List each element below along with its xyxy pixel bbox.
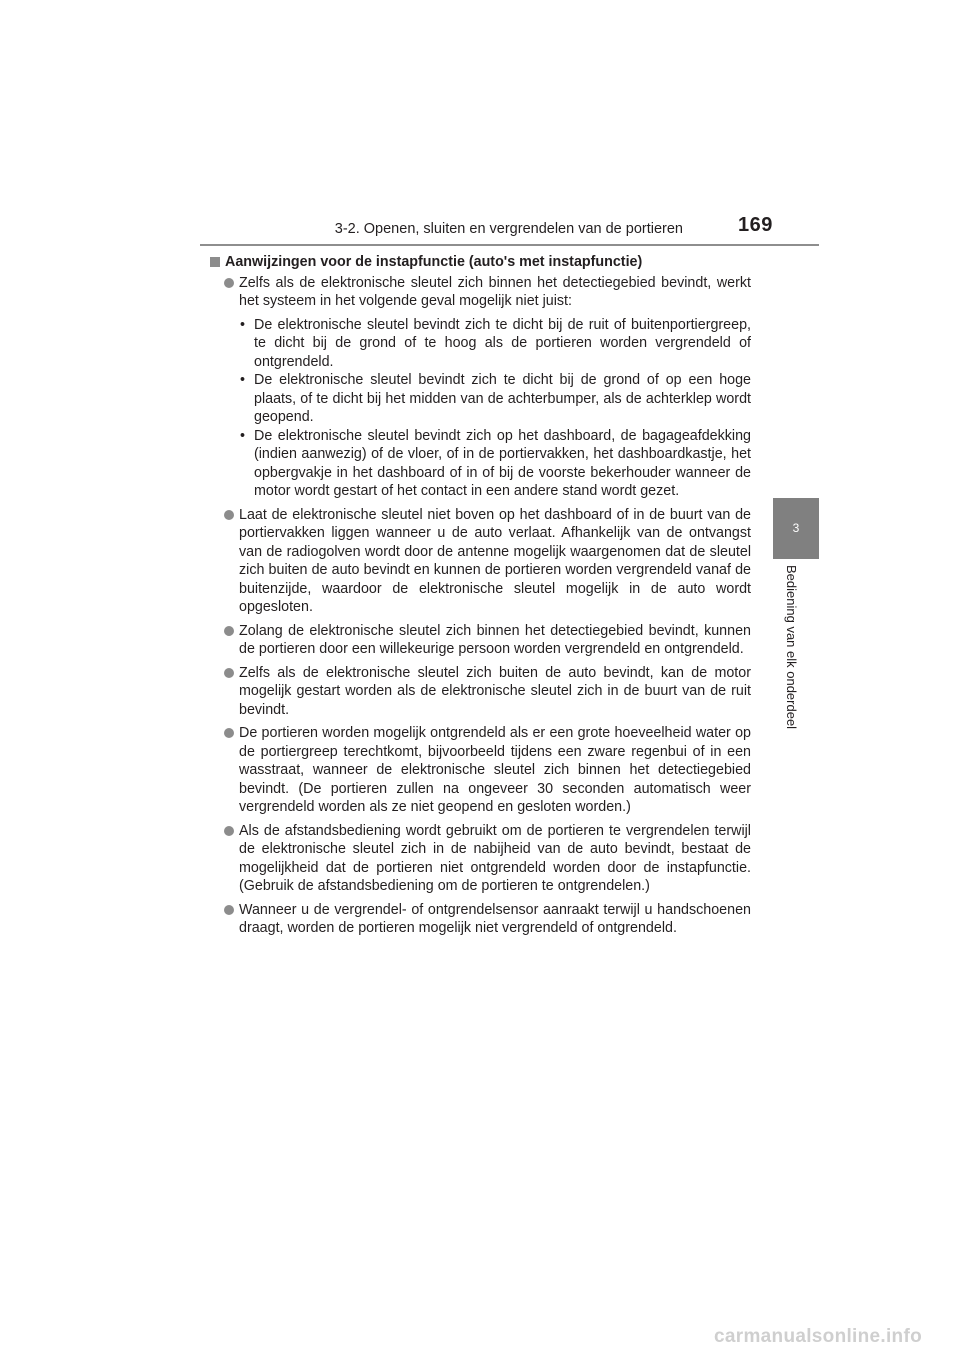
- circle-bullet-icon: [224, 728, 234, 738]
- list-item-text: Zelfs als de elektronische sleutel zich buiten de auto bevindt, kan de motor mogelijk gestart worden als de elektronische sleutel zich in de buurt van de ruit bevindt.: [239, 664, 751, 718]
- sub-list-item-text: De elektronische sleutel bevindt zich te dicht bij de ruit of buitenportiergreep, te dicht bij de grond of te hoog als de portieren worden vergrendeld of ontgrendeld.: [254, 316, 751, 370]
- list-item-text: Zelfs als de elektronische sleutel zich binnen het detectiegebied bevindt, werkt het systeem in het volgende geval mogelijk niet juist:: [239, 274, 751, 309]
- page-content: [210, 253, 751, 943]
- list-item: [210, 274, 751, 501]
- square-marker-icon: [210, 257, 220, 267]
- sub-list-item: [239, 371, 751, 427]
- list-item-text: Wanneer u de vergrendel- of ontgrendelsensor aanraakt terwijl u handschoenen draagt, worden de portieren mogelijk niet vergrendeld of ontgrendeld.: [239, 901, 751, 936]
- list-item-text: De portieren worden mogelijk ontgrendeld als er een grote hoeveelheid water op de portiergreep terechtkomt, bijvoorbeeld tijdens een zware regenbui of in een wasstraat, wanneer de elektronische sleutel zich binnen het detectiegebied bevindt. (De portieren zullen na ongeveer 30 seconden automatisch weer vergrendeld worden als ze niet geopend en gesloten worden.): [239, 725, 751, 815]
- page-header: [0, 0, 960, 250]
- list-item: [210, 506, 751, 617]
- chapter-tab: [773, 498, 819, 559]
- section-title: 3-2. Openen, sluiten en vergrendelen van de portieren: [334, 221, 683, 237]
- sub-list-item-text: De elektronische sleutel bevindt zich te dicht bij de grond of op een hoge plaats, of te dicht bij het midden van de achterbumper, als de achterklep wordt geopend.: [254, 372, 751, 425]
- list-item: [210, 622, 751, 659]
- list-item: [210, 664, 751, 720]
- list-item: [210, 724, 751, 817]
- sub-list-item: [239, 427, 751, 501]
- list-item: [210, 901, 751, 938]
- sub-list-item: [239, 316, 751, 372]
- dot-bullet-icon: •: [240, 427, 246, 444]
- circle-bullet-icon: [224, 668, 234, 678]
- list-item: [210, 822, 751, 896]
- list-item-text: Zolang de elektronische sleutel zich binnen het detectiegebied bevindt, kunnen de portieren door een willekeurige persoon worden vergrendeld en ontgrendeld.: [239, 622, 751, 657]
- chapter-tab-label: Bediening van elk onderdeel: [784, 565, 799, 730]
- page-number: 169: [738, 214, 773, 236]
- circle-bullet-icon: [224, 826, 234, 836]
- watermark: carmanualsonline.info: [714, 1326, 922, 1347]
- list-item-text: Als de afstandsbediening wordt gebruikt om de portieren te vergrendelen terwijl de elektronische sleutel zich in de nabijheid van de auto bevindt, bestaat de mogelijkheid dat de portieren niet ontgrendeld worden door de instapfunctie. (Gebruik de afstandsbediening om de portieren te ontgrendelen.): [239, 822, 751, 894]
- sub-list: [239, 316, 751, 501]
- section-heading: [210, 253, 751, 272]
- sub-list-item-text: De elektronische sleutel bevindt zich op het dashboard, de bagageafdekking (indien aanwezig) of de vloer, of in de portiervakken, het dashboardkastje, het opbergvakje in het dashboard of in of bij de voorste bekerhouder wanneer de motor wordt gestart of het contact in een andere stand wordt gezet.: [254, 427, 751, 499]
- list-item-text: Laat de elektronische sleutel niet boven op het dashboard of in de buurt van de portiervakken liggen wanneer u de auto verlaat. Afhankelijk van de ontvangst van de radiogolven wordt door de antenne mogelijk waargenomen dat de sleutel zich buiten de auto bevindt en kunnen de portieren worden vergrendeld vanaf de buitenzijde, waardoor de elektronische sleutel mogelijk in de auto wordt opgesloten.: [239, 506, 751, 615]
- chapter-tab-number: 3: [792, 521, 800, 535]
- header-rule: [200, 244, 819, 246]
- circle-bullet-icon: [224, 626, 234, 636]
- dot-bullet-icon: •: [240, 372, 246, 388]
- dot-bullet-icon: •: [240, 316, 246, 333]
- circle-bullet-icon: [224, 510, 234, 520]
- circle-bullet-icon: [224, 905, 234, 915]
- circle-bullet-icon: [224, 278, 234, 288]
- section-heading-text: Aanwijzingen voor de instapfunctie (auto's met instapfunctie): [225, 254, 643, 270]
